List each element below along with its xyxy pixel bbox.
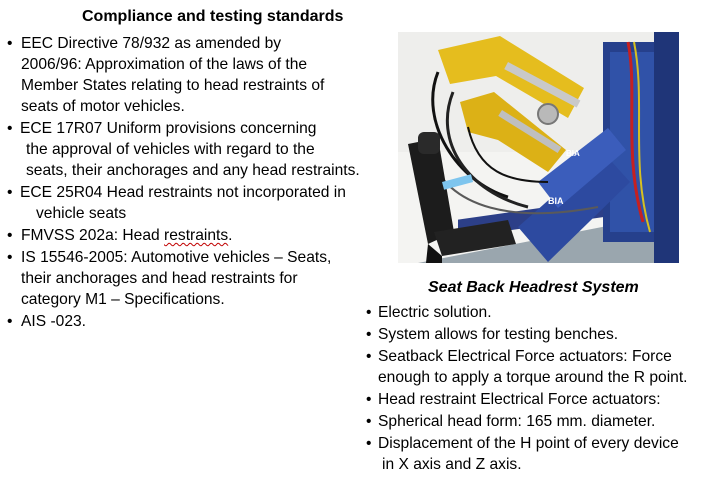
compliance-list (7, 33, 395, 333)
bullet-icon: • (366, 326, 372, 343)
compliance-title: Compliance and testing standards (82, 8, 344, 25)
line: vehicle seats (36, 205, 127, 222)
bullet-icon: • (366, 348, 372, 365)
feature-item (366, 411, 724, 432)
spellcheck-word: restraints (164, 227, 229, 244)
line: Electric solution. (378, 304, 492, 321)
compliance-item-fmvss (7, 225, 395, 246)
line: ECE 25R04 Head restraints not incorporated in (20, 184, 346, 201)
feature-item (366, 324, 724, 345)
line: their anchorages and head restraints for (21, 270, 298, 287)
line: FMVSS 202a: Head restraints. (21, 227, 233, 244)
feature-item (366, 433, 724, 475)
feature-item (366, 346, 724, 388)
line: the approval of vehicles with regard to the (26, 141, 315, 158)
line: seats of motor vehicles. (21, 98, 185, 115)
line: EEC Directive 78/932 as amended by (21, 35, 282, 52)
line: Spherical head form: 165 mm. diameter. (378, 413, 656, 430)
line: Seatback Electrical Force actuators: Force (378, 348, 672, 365)
line: Member States relating to head restraints of (21, 77, 325, 94)
compliance-item-is15546 (7, 247, 395, 310)
feature-item (366, 302, 724, 323)
bullet-icon: • (7, 227, 13, 244)
bullet-icon: • (366, 391, 372, 408)
bullet-icon: • (7, 313, 13, 330)
headrest-system-list (366, 302, 724, 476)
compliance-item-eec (7, 33, 395, 117)
line: seats, their anchorages and any head restraints. (26, 162, 360, 179)
bullet-icon: • (366, 304, 372, 321)
feature-item (366, 389, 724, 410)
line: category M1 – Specifications. (21, 291, 225, 308)
bullet-icon: • (7, 35, 13, 52)
headrest-system-title: Seat Back Headrest System (428, 279, 639, 296)
line: IS 15546-2005: Automotive vehicles – Seats, (21, 249, 332, 266)
compliance-item-ece17: • ECE 17R07 Uniform provisions concerning the approval of vehicles with regard to the seats, their anchorages and any head restraints. (7, 120, 360, 179)
bia-logo: BIA (548, 196, 564, 206)
test-bench-photo (398, 32, 679, 263)
line: 2006/96: Approximation of the laws of the (21, 56, 308, 73)
bullet-icon: • (366, 435, 372, 452)
bullet-icon: • (7, 249, 13, 266)
line: AIS -023. (21, 313, 87, 330)
line: enough to apply a torque around the R point. (378, 369, 688, 386)
test-bench-illustration (398, 32, 679, 263)
compliance-item-ais (7, 311, 395, 332)
line: ECE 17R07 Uniform provisions concerning (20, 120, 317, 137)
bullet-icon: • (366, 413, 372, 430)
line: Head restraint Electrical Force actuators: (378, 391, 661, 408)
compliance-item-ece25: • ECE 25R04 Head restraints not incorporated in vehicle seats (7, 184, 346, 222)
headrest (418, 132, 440, 154)
line: in X axis and Z axis. (382, 456, 522, 473)
line: Displacement of the H point of every device (378, 435, 679, 452)
bia-logo: BIA (566, 149, 580, 158)
line: System allows for testing benches. (378, 326, 619, 343)
